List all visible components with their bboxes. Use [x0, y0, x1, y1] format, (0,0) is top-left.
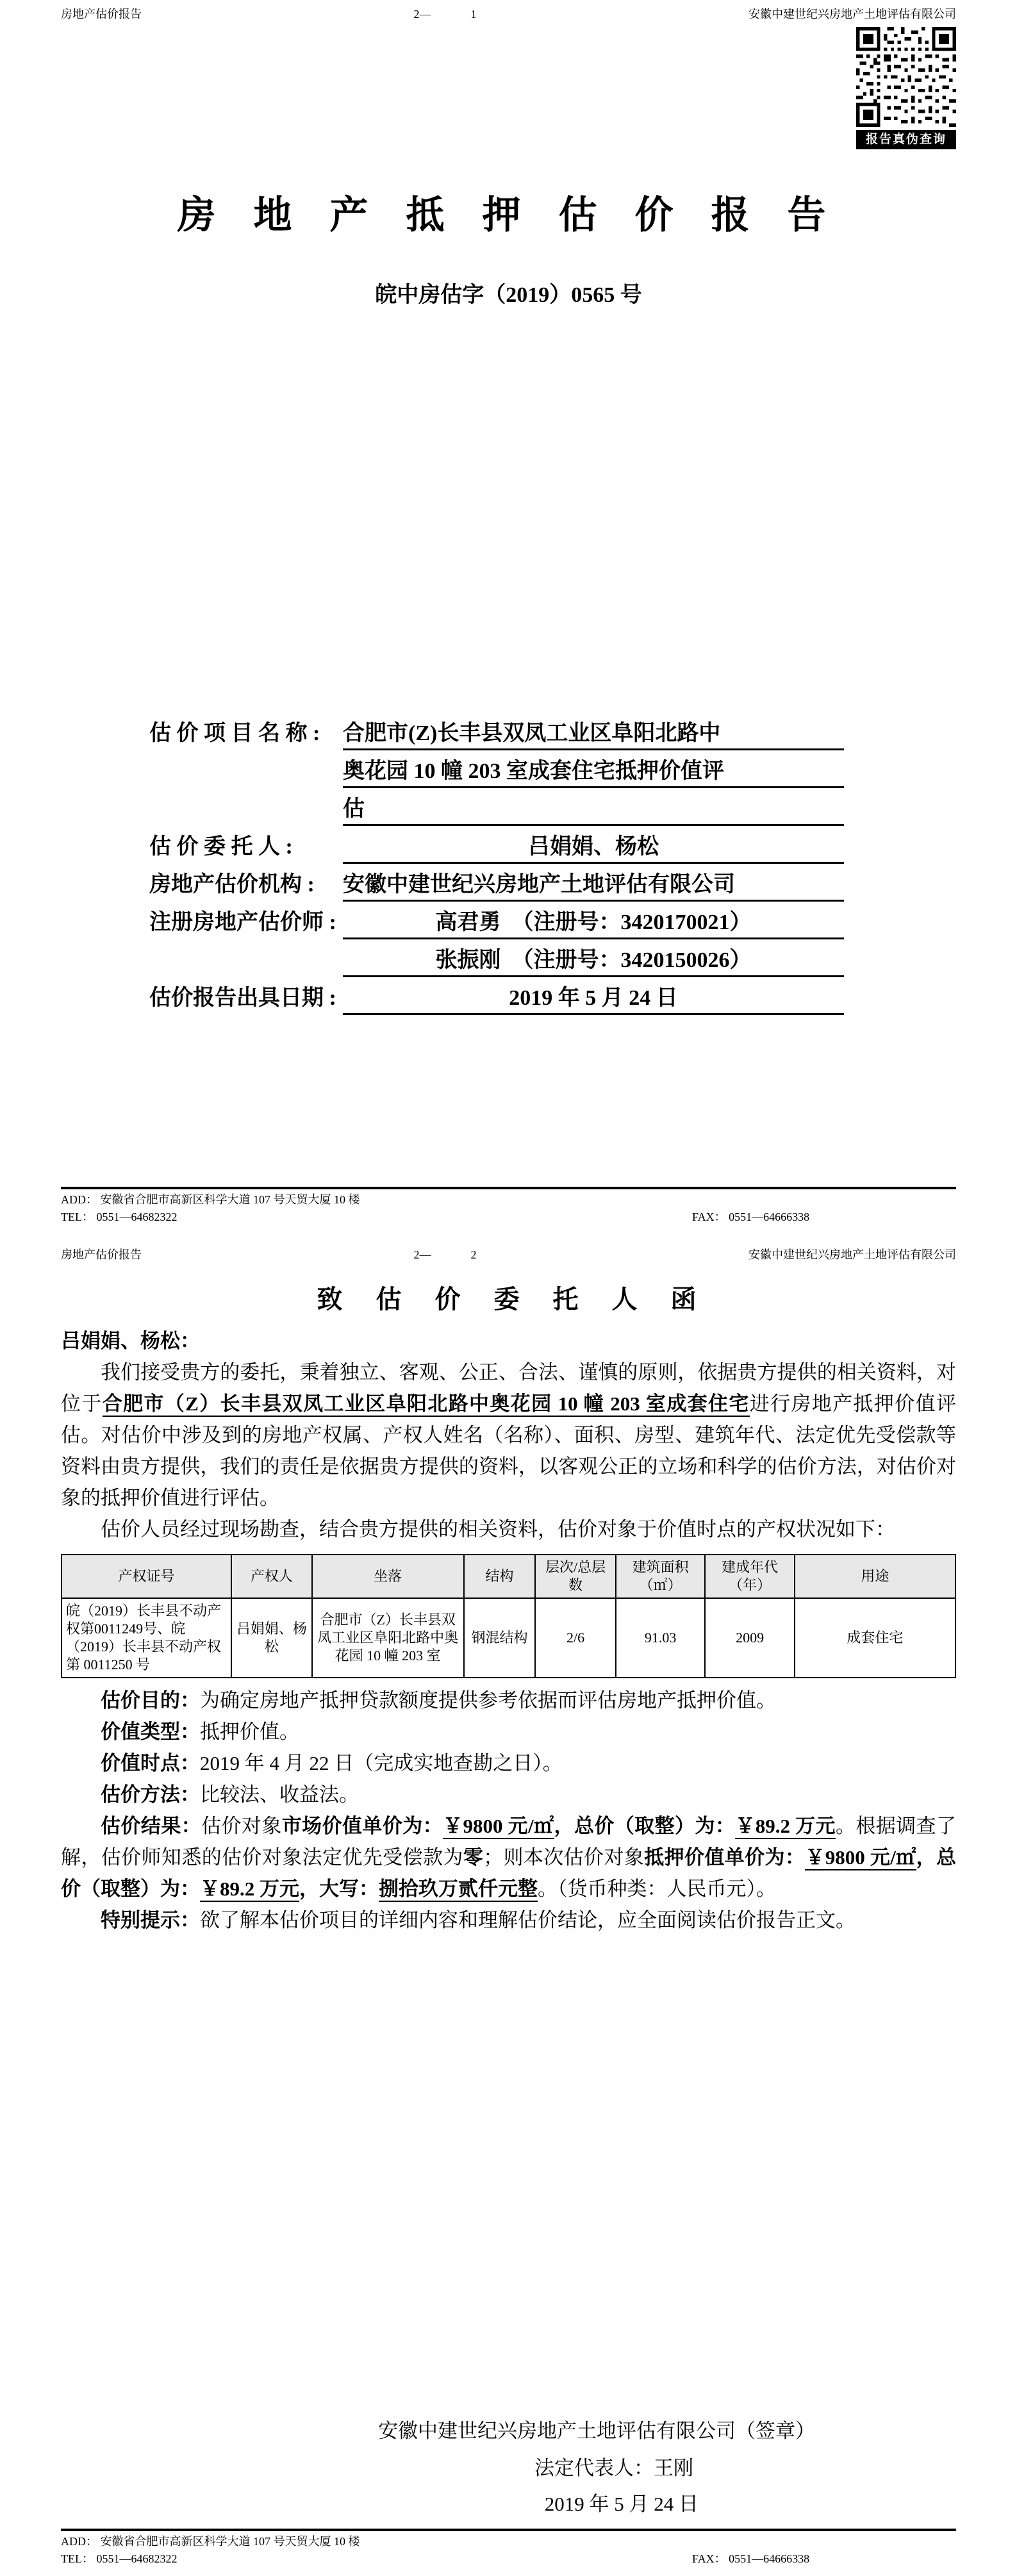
salutation: 吕娟娟、杨松： [61, 1330, 200, 1352]
letter-title: 致 估 价 委 托 人 函 [317, 1285, 700, 1314]
signature-legal-rep: 法定代表人：王刚 [534, 2457, 693, 2479]
page-header [61, 6, 956, 22]
agency-value: 安徽中建世纪兴房地产土地评估有限公司 [343, 870, 844, 902]
qr-block [856, 27, 956, 149]
report-title: 房 地 产 抵 押 估 价 报 告 [177, 194, 840, 236]
project-name-line-3: 估 [343, 795, 844, 826]
cell-owner: 吕娟娟、杨松 [231, 1598, 312, 1678]
cell-location: 合肥市（Z）长丰县双凤工业区阜阳北路中奥花园 10 幢 203 室 [312, 1598, 464, 1678]
issue-date-label: 估价报告出具日期 : [149, 986, 336, 1010]
footer-tel: TEL： 0551—64682322 [61, 2552, 178, 2565]
letter-paragraph-1: 我们接受贵方的委托，秉着独立、客观、公正、合法、谨慎的原则，依据贵方提供的相关资料，对位于合肥市（Z）长丰县双凤工业区阜阳北路中奥花园 10 幢 203 室成套住宅进行房地产抵押价值评估。对估价中涉及到的房地产权属、产权人姓名（名称）、面积、房型、建筑年代、法定优先受偿款等资料由贵方提供，我们的责任是依据贵方提供的资料，以客观公正的立场和科学的估价方法，对估价对象的抵押价值进行评估。 [61, 1361, 957, 1509]
footer-fax: FAX： 0551—64666338 [692, 2552, 810, 2565]
col-header-use: 用途 [795, 1555, 955, 1598]
report-number: 皖中房估字（2019）0565 号 [375, 283, 642, 307]
item-special-note: 特别提示：欲了解本估价项目的详细内容和理解估价结论，应全面阅读估价报告正文。 [101, 1909, 856, 1931]
cover-form [149, 719, 844, 1021]
project-name-label: 估 价 项 目 名 称 : [149, 722, 320, 745]
footer-tel: TEL： 0551—64682322 [61, 1210, 178, 1223]
issue-date-row [149, 984, 844, 1015]
cell-area: 91.03 [616, 1598, 706, 1678]
project-name-row-2 [149, 757, 844, 788]
agency-label: 房地产估价机构 : [149, 873, 315, 896]
col-header-location: 坐落 [312, 1555, 464, 1598]
col-header-structure: 结构 [464, 1555, 536, 1598]
page-number [414, 1247, 477, 1262]
col-header-floor: 层次/总层数 [535, 1555, 616, 1598]
project-name-row-3 [149, 795, 844, 826]
page-footer [61, 1187, 956, 1226]
item-method: 估价方法：比较法、收益法。 [101, 1783, 359, 1806]
page-number-total: 2— [413, 8, 431, 21]
header-doc-type: 房地产估价报告 [61, 1248, 142, 1261]
qr-caption: 报告真伪查询 [856, 130, 956, 149]
footer-rule [61, 1187, 956, 1189]
cell-cert-no: 皖（2019）长丰县不动产权第0011249号、皖（2019）长丰县不动产权第 0011250 号 [62, 1598, 231, 1678]
project-name-row [149, 719, 844, 750]
cell-year-built: 2009 [705, 1598, 795, 1678]
col-header-area: 建筑面积（㎡） [616, 1555, 706, 1598]
client-label: 估 价 委 托 人 : [149, 835, 293, 859]
cell-use: 成套住宅 [795, 1598, 955, 1678]
table-row [62, 1598, 955, 1678]
col-header-cert-no: 产权证号 [62, 1555, 231, 1598]
signature-company: 安徽中建世纪兴房地产土地评估有限公司（签章） [378, 2420, 815, 2442]
item-appraisal-purpose: 估价目的：为确定房地产抵押贷款额度提供参考依据而评估房地产抵押价值。 [101, 1689, 776, 1712]
header-company-name: 安徽中建世纪兴房地产土地评估有限公司 [748, 8, 956, 21]
footer-contact-row [61, 1209, 956, 1226]
project-name-line-1: 合肥市(Z)长丰县双凤工业区阜阳北路中 [343, 719, 844, 750]
signature-date: 2019 年 5 月 24 日 [544, 2493, 699, 2515]
cell-floor: 2/6 [535, 1598, 616, 1678]
appraiser-1-value: 高君勇 （注册号：3420170021） [343, 908, 844, 939]
appraiser-row-2 [149, 946, 844, 977]
footer-address: ADD： 安徽省合肥市高新区科学大道 107 号天贸大厦 10 楼 [61, 1193, 360, 1206]
letter-paragraph-2: 估价人员经过现场勘查，结合贵方提供的相关资料，估价对象于价值时点的产权状况如下： [101, 1518, 895, 1540]
property-rights-table [61, 1554, 956, 1678]
page-footer [61, 2529, 956, 2568]
client-value: 吕娟娟、杨松 [343, 832, 844, 864]
letter-page [0, 1237, 1017, 2576]
page-number-current: 1 [470, 8, 477, 21]
page-header [61, 1247, 956, 1262]
page-number [414, 6, 477, 22]
footer-address: ADD： 安徽省合肥市高新区科学大道 107 号天贸大厦 10 楼 [61, 2535, 360, 2548]
appraiser-label: 注册房地产估价师 : [149, 911, 336, 934]
header-doc-type: 房地产估价报告 [61, 8, 142, 21]
item-result: 估价结果：估价对象市场价值单价为：￥9800 元/㎡，总价（取整）为：￥89.2 万元。根据调查了解，估价师知悉的估价对象法定优先受偿款为零；则本次估价对象抵押价值单价为：￥9800 元/㎡，总价（取整）为：￥89.2 万元，大写：捌拾玖万贰仟元整。（货币种类：人民币元）。 [61, 1810, 956, 1904]
issue-date-value: 2019 年 5 月 24 日 [343, 984, 844, 1015]
project-name-line-2: 奥花园 10 幢 203 室成套住宅抵押价值评 [343, 757, 844, 788]
cell-structure: 钢混结构 [464, 1598, 536, 1678]
table-header-row [62, 1555, 955, 1598]
page-number-total: 2— [413, 1248, 431, 1261]
label-spacer [149, 757, 343, 788]
label-spacer [149, 795, 343, 826]
client-row [149, 832, 844, 864]
appraiser-2-value: 张振刚 （注册号：3420150026） [343, 946, 844, 977]
label-spacer [149, 946, 343, 977]
col-header-owner: 产权人 [231, 1555, 312, 1598]
header-company-name: 安徽中建世纪兴房地产土地评估有限公司 [748, 1248, 956, 1261]
report-cover-page [0, 0, 1017, 1237]
footer-rule [61, 2529, 956, 2531]
footer-contact-row [61, 2550, 956, 2568]
page-number-current: 2 [470, 1248, 477, 1261]
letter-body [61, 1325, 956, 1936]
appraiser-row-1 [149, 908, 844, 939]
item-value-date: 价值时点：2019 年 4 月 22 日（完成实地查勘之日）。 [101, 1752, 563, 1774]
agency-row [149, 870, 844, 902]
qr-code-icon [856, 27, 956, 127]
col-header-year-built: 建成年代（年） [705, 1555, 795, 1598]
footer-fax: FAX： 0551—64666338 [692, 1210, 810, 1223]
item-value-type: 价值类型：抵押价值。 [101, 1721, 299, 1743]
